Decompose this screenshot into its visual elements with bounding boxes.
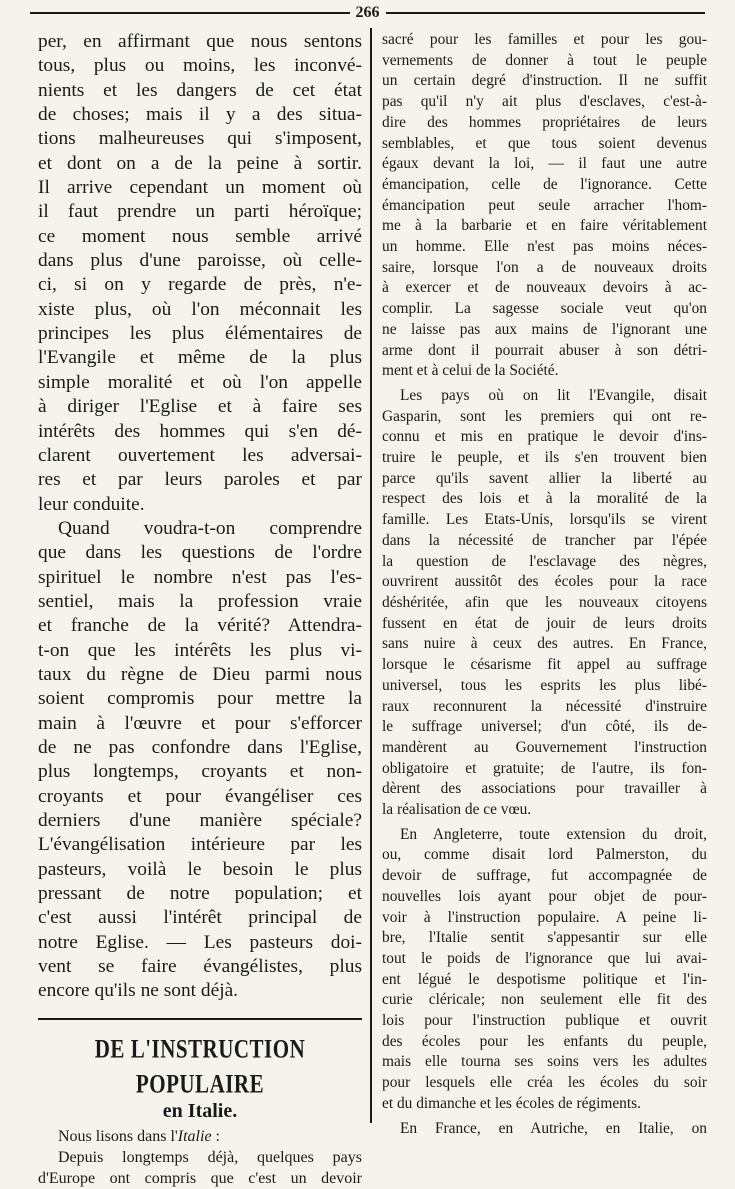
text-line: il faut prendre un parti héroïque; — [38, 201, 362, 223]
text-line: et franche de la vérité? Attendra- — [38, 615, 362, 637]
text-line: Il arrive cependant un moment où — [38, 177, 362, 199]
text-line: et dont on a de la peine à sortir. — [38, 152, 362, 174]
page-header — [30, 2, 705, 24]
text-line: pasteurs, voilà le besoin le plus — [38, 858, 362, 880]
text-line: nouvelles lois ayant pour objet de pour- — [382, 887, 707, 905]
text-line: émancipation, celle de l'ignorance. Cette — [382, 175, 707, 193]
text-line: sacré pour les familles et pour les gou- — [382, 31, 707, 48]
text-line: intérêts des hommes qui s'en dé- — [38, 420, 362, 442]
text-line: arme dont il pourrait abuser à son détri- — [382, 341, 707, 359]
page-number: 266 — [355, 4, 380, 21]
right-paragraph-2 — [382, 386, 707, 825]
text-line: curie cléricale; non seulement elle fit des — [382, 991, 707, 1009]
text-line: la question de l'esclavage des nègres, — [382, 552, 707, 570]
text-line: clarent ouvertement les adversai- — [38, 444, 362, 466]
left-column — [38, 30, 362, 1189]
text-line: notre Eglise. — Les pasteurs doi- — [38, 931, 362, 953]
text-line: égaux devant la loi, — il faut une autre — [382, 155, 707, 173]
text-line: Gasparin, sont les premiers qui ont re- — [382, 407, 707, 425]
text-line: me à la barbarie et en faire véritablement — [382, 217, 707, 235]
text-line: xiste plus, où l'on méconnait les — [38, 298, 362, 320]
text-line: l'Evangile et même de la plus — [38, 347, 362, 369]
text-line: L'évangélisation intérieure par les — [38, 834, 362, 856]
text-line: des écoles pour les enfants du peuple, — [382, 1032, 707, 1050]
text-line: principes les plus élémentaires de — [38, 323, 362, 345]
text-line: tions malheureuses qui s'imposent, — [38, 128, 362, 150]
text-line: Les pays où on lit l'Evangile, disait — [400, 386, 707, 404]
text-line: tout le poids de l'ignorance que lui avai- — [382, 949, 707, 967]
text-line: per, en affirmant que nous sentons — [38, 31, 362, 52]
text-line: Depuis longtemps déjà, quelques pays — [58, 1148, 362, 1166]
text-line: main à l'œuvre et pour s'efforcer — [38, 712, 362, 734]
text-line: En France, en Autriche, en Italie, on — [400, 1119, 707, 1137]
text-line: la réalisation de ce vœu. — [382, 801, 532, 819]
text-line: ent légué le despotisme politique et l'in- — [382, 970, 707, 988]
text-line: soient compromis pour mettre la — [38, 688, 362, 710]
left-paragraph-2 — [38, 517, 362, 1004]
text-line: ne laisse pas aux mains de l'ignorant une — [382, 320, 707, 338]
text-line: un certain degré d'instruction. Il ne suffit — [382, 72, 707, 90]
text-line: sentiel, mais la profession vraie — [38, 590, 362, 612]
right-paragraph-1 — [382, 30, 707, 386]
intro-prefix: Nous lisons dans l' — [58, 1127, 178, 1145]
text-line: émancipation peut seule arracher l'hom- — [382, 196, 707, 214]
column-divider — [370, 28, 372, 1123]
text-line: le suffrage universel; d'un côté, ils de- — [382, 718, 707, 736]
text-line: dire des hommes propriétaires de leurs — [382, 113, 707, 131]
text-line: ou, comme disait lord Palmerston, du — [382, 846, 707, 864]
text-line: taux du règne de Dieu parmi nous — [38, 663, 362, 685]
text-line: famille. Les Etats-Unis, lorsqu'ils se virent — [382, 511, 707, 529]
intro-suffix: : — [211, 1127, 220, 1145]
text-line: d'Europe ont compris que c'est un devoir — [38, 1169, 362, 1187]
text-line: universel, tous les esprits les plus libé- — [382, 676, 707, 694]
text-line: bre, l'Italie sentit s'appesantir sur elle — [382, 929, 707, 947]
text-line: obligatoire et gratuite; de l'autre, ils fon- — [382, 759, 707, 777]
section-title: DE L'INSTRUCTION POPULAIRE — [94, 1033, 306, 1099]
text-line: saire, lorsque l'on a de nouveaux droits — [382, 258, 707, 276]
text-line: devoir de suffrage, fut accompagnée de — [382, 867, 707, 885]
text-line: encore qu'ils ne sont déjà. — [38, 980, 239, 1002]
text-line: complir. La sagesse sociale veut qu'on — [382, 300, 707, 318]
text-line: c'est aussi l'intérêt principal de — [38, 907, 362, 929]
text-line: res et par leurs paroles et par — [38, 469, 362, 491]
text-line: truire le peuple, et ils s'en trouvent bien — [382, 449, 707, 467]
text-line: voir à l'instruction populaire. A peine li- — [382, 908, 707, 926]
text-line: vent se faire évangélistes, plus — [38, 956, 362, 978]
text-line: un homme. Elle n'est pas moins néces- — [382, 238, 707, 256]
text-line: et du dimanche et les écoles de régiments. — [382, 1094, 641, 1112]
text-line: lois pour l'instruction publique et ouvrit — [382, 1012, 707, 1030]
right-column — [382, 30, 707, 1139]
left-paragraph-1 — [38, 30, 362, 517]
text-line: pas qu'il n'y ait plus d'esclaves, c'est-à- — [382, 93, 707, 111]
right-paragraph-3 — [382, 825, 707, 1119]
section-rule — [38, 1018, 362, 1020]
text-line: semblables, et que tous soient devenus — [382, 134, 707, 152]
text-line: raux reconnurent la nécessité d'instruire — [382, 697, 707, 715]
text-line: sans nuire à ceux des autres. En France, — [382, 635, 707, 653]
text-line: dèrent des associations pour travailler à — [382, 780, 707, 798]
text-line: En Angleterre, toute extension du droit, — [400, 825, 707, 843]
text-line: t-on que les intérêts les plus vi- — [38, 639, 362, 661]
text-line: mandèrent au Gouvernement l'instruction — [382, 738, 707, 756]
text-line: ment et à celui de la Société. — [382, 362, 559, 380]
text-line: que dans les questions de l'ordre — [38, 542, 362, 564]
text-line: ouvrirent aussitôt des écoles pour la race — [382, 573, 707, 591]
intro-source: Italie — [177, 1127, 212, 1145]
text-line: croyants et pour évangéliser ces — [38, 785, 362, 807]
text-line: spirituel le nombre n'est pas l'es- — [38, 566, 362, 588]
text-line: dans la nécessité de trancher par l'épée — [382, 531, 707, 549]
text-line: à exercer et de nouveaux devoirs à ac- — [382, 279, 707, 297]
text-line: derniers d'une manière spéciale? — [38, 810, 362, 831]
section-subtitle: en Italie. — [162, 1099, 238, 1122]
text-line: pour lesquels elle créa les écoles du soir — [382, 1074, 707, 1092]
text-line: de ne pas confondre dans l'Eglise, — [38, 736, 362, 758]
text-line: plus longtemps, croyants et non- — [38, 761, 362, 783]
text-line: lorsque le césarisme fit appel au suffrage — [382, 656, 707, 674]
text-line: respect des lois et à la moralité de la — [382, 490, 707, 508]
text-line: de choses; mais il y a des situa- — [38, 104, 362, 126]
text-line: déshéritée, afin que les nouveaux citoyens — [382, 593, 707, 611]
text-line: ce moment nous semble arrivé — [38, 225, 362, 247]
text-line: parce qu'ils savent allier la liberté au — [382, 469, 707, 487]
text-line: mais elle tourna ses soins vers les adultes — [382, 1053, 707, 1071]
text-line: connu et mis en pratique le devoir d'ins- — [382, 428, 707, 446]
text-line: vernements de donner à tout le peuple — [382, 51, 707, 69]
text-line: Quand voudra-t-on comprendre — [58, 517, 362, 539]
text-line: pressant de notre population; et — [38, 883, 362, 905]
article-start — [38, 1126, 362, 1189]
text-line: nients et les dangers de cet état — [38, 79, 362, 101]
text-line: à diriger l'Eglise et à faire ses — [38, 396, 362, 418]
header-rule-left — [30, 12, 350, 14]
text-line: tous, plus ou moins, les inconvé- — [38, 55, 362, 77]
header-rule-right — [386, 12, 706, 14]
text-line: fussent en état de jouir de leurs droits — [382, 614, 707, 632]
intro-line — [38, 1126, 362, 1147]
text-line: leur conduite. — [38, 493, 145, 515]
text-line: ci, si on y regarde de près, n'e- — [38, 274, 362, 296]
right-paragraph-4 — [382, 1119, 707, 1140]
text-line: dans plus d'une paroisse, où celle- — [38, 250, 362, 272]
text-line: simple moralité et où l'on appelle — [38, 371, 362, 393]
